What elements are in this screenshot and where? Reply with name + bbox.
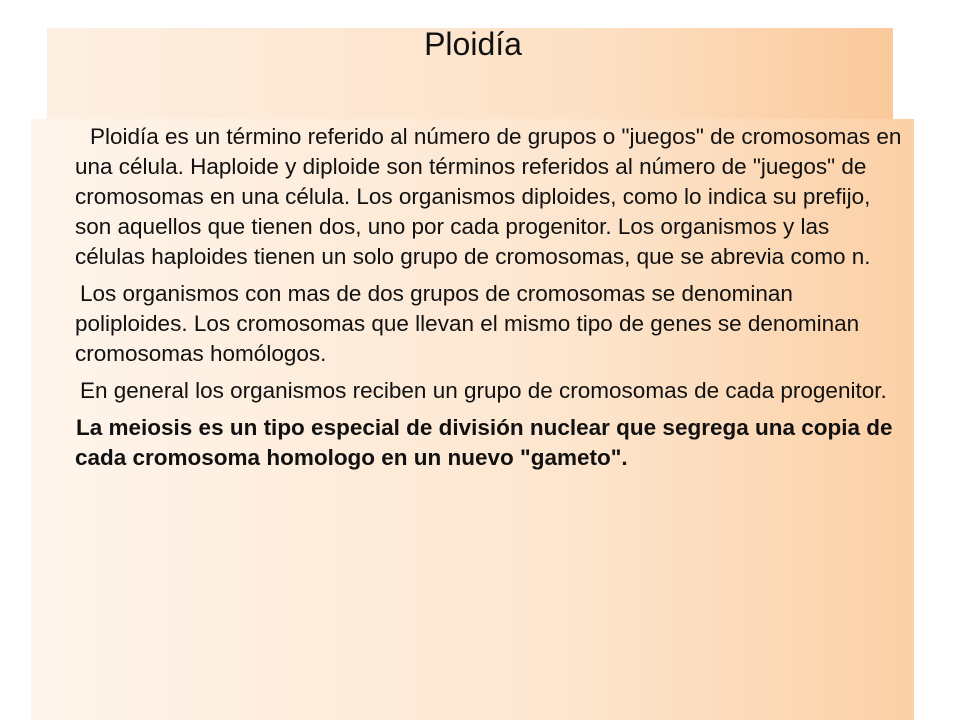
- paragraph-inheritance: [75, 376, 905, 406]
- paragraph-text: Los organismos con mas de dos grupos de cromosomas se denominan poliploides. Los cromosomas que llevan el mismo tipo de genes se denominan cromosomas homólogos.: [75, 281, 860, 366]
- paragraph-text: La meiosis es un tipo especial de división nuclear que segrega una copia de cada cromosoma homologo en un nuevo "gameto".: [75, 415, 893, 470]
- paragraph-text: Ploidía es un término referido al número de grupos o "juegos" de cromosomas en una célula. Haploide y diploide son términos referidos al número de "juegos" de cromosomas en una célula. Los organismos diploides, como lo indica su prefijo, son aquellos que tienen dos, uno por cada progenitor. Los organismos y las células haploides tienen un solo grupo de cromosomas, que se abrevia como n.: [75, 124, 902, 269]
- body-text: [75, 122, 905, 480]
- paragraph-ploidy-definition: [75, 122, 905, 272]
- slide-title: Ploidía: [424, 26, 522, 62]
- paragraph-meiosis: [75, 413, 905, 473]
- paragraph-polyploids: [75, 279, 905, 369]
- paragraph-text: En general los organismos reciben un grupo de cromosomas de cada progenitor.: [80, 378, 887, 403]
